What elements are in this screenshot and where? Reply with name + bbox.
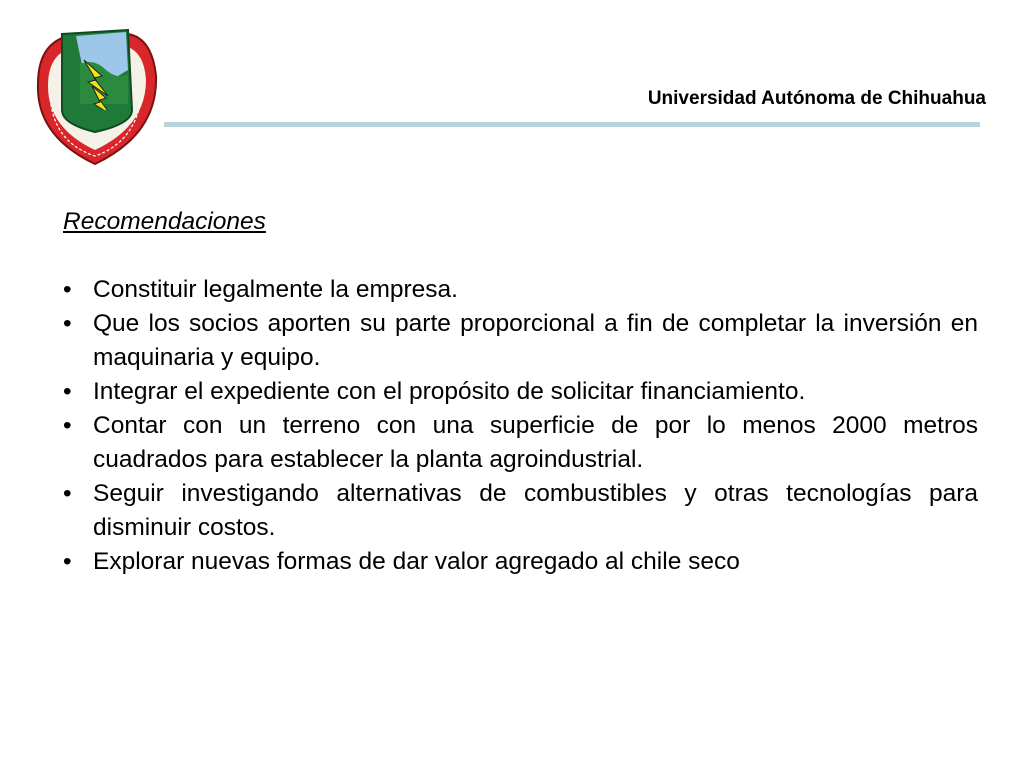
bullet-icon: • xyxy=(63,378,72,405)
slide-content xyxy=(63,205,978,579)
list-item-text: Constituir legalmente la empresa. xyxy=(93,276,458,303)
header-divider xyxy=(164,122,980,127)
list-item-text: Integrar el expediente con el propósito de solicitar financiamiento. xyxy=(93,378,806,405)
list-item-text: Seguir investigando alternativas de combustibles y otras tecnologías para disminuir costos. xyxy=(93,480,978,541)
list-item xyxy=(63,409,978,477)
list-item-text: Explorar nuevas formas de dar valor agregado al chile seco xyxy=(93,548,740,575)
university-seal-logo xyxy=(28,24,162,168)
list-item xyxy=(63,375,978,409)
bullet-icon: • xyxy=(63,548,72,575)
list-item-text: Que los socios aporten su parte proporcional a fin de completar la inversión en maquinaria y equipo. xyxy=(93,310,978,371)
bullet-icon: • xyxy=(63,412,72,439)
list-item-text: Contar con un terreno con una superficie de por lo menos 2000 metros cuadrados para establecer la planta agroindustrial. xyxy=(93,412,978,473)
section-heading: Recomendaciones xyxy=(63,208,266,235)
institution-name: Universidad Autónoma de Chihuahua xyxy=(647,88,986,109)
list-item xyxy=(63,477,978,545)
list-item xyxy=(63,307,978,375)
recommendations-list xyxy=(63,273,978,579)
list-item xyxy=(63,545,978,579)
bullet-icon: • xyxy=(63,480,72,507)
list-item xyxy=(63,273,978,307)
bullet-icon: • xyxy=(63,310,72,337)
bullet-icon: • xyxy=(63,276,72,303)
